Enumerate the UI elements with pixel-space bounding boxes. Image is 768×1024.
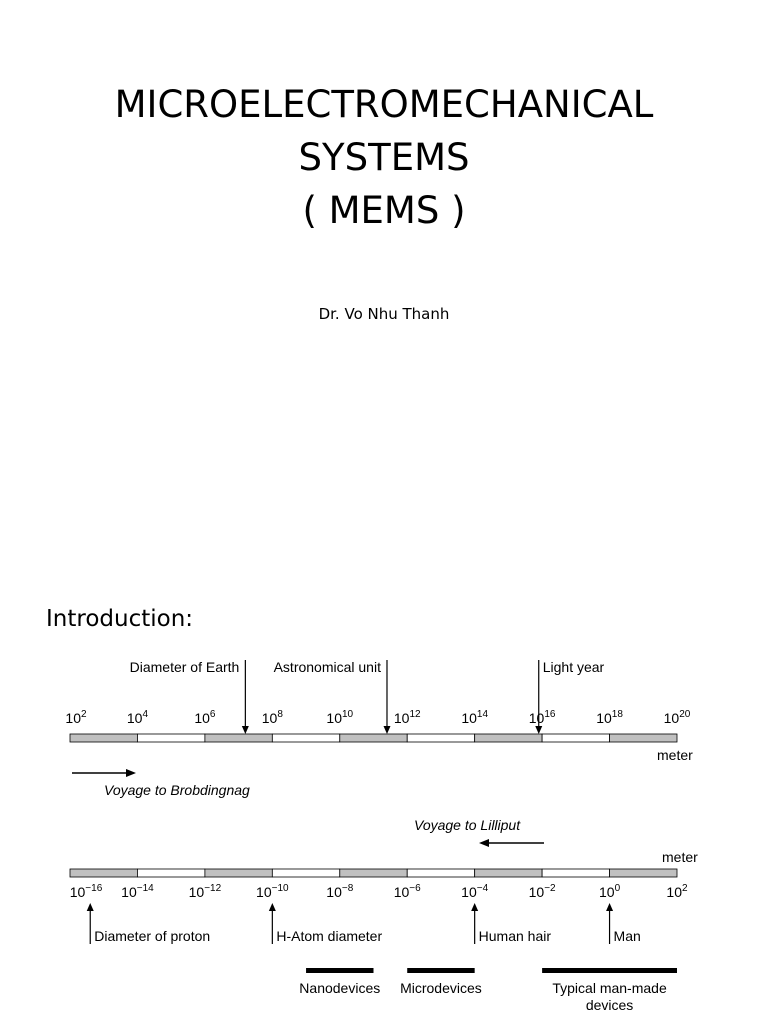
lower-tick-label	[394, 883, 421, 900]
lower-tick-label	[256, 883, 289, 900]
upper-tick-label-exponent: 12	[409, 709, 421, 720]
upper-tick-label-base: 10	[528, 710, 545, 726]
lower-tick-label-exponent: −14	[136, 883, 154, 894]
device-range-bar	[542, 968, 677, 973]
lower-tick-label-exponent: 2	[682, 883, 688, 894]
lower-tick-label-exponent: −10	[271, 883, 289, 894]
upper-tick-label	[127, 709, 149, 726]
lower-unit-label: meter	[662, 849, 698, 865]
lower-tick-label-exponent: −8	[341, 883, 354, 894]
lower-scale-segment	[272, 869, 339, 877]
device-range-label-line: devices	[585, 997, 634, 1013]
lower-scale-segment	[70, 869, 137, 877]
lower-tick-label-exponent: 0	[614, 883, 621, 894]
upper-tick-label-base: 10	[126, 710, 143, 726]
upper-tick-label	[529, 709, 556, 726]
upper-marker-label: Light year	[542, 659, 605, 675]
lower-tick-label-exponent: −6	[409, 883, 421, 894]
upper-tick-label	[461, 709, 488, 726]
lower-marker-label: Diameter of proton	[94, 928, 211, 944]
lower-tick-label	[666, 883, 688, 900]
lower-tick-label	[189, 883, 222, 900]
upper-tick-label-exponent: 6	[209, 709, 216, 720]
lower-tick-label	[599, 883, 621, 900]
lower-marker-arrow-head	[269, 903, 276, 911]
lower-tick-label-base: 10	[69, 884, 86, 900]
upper-tick-label-base: 10	[194, 710, 210, 726]
upper-tick-label	[65, 709, 87, 726]
lower-tick-label-base: 10	[528, 884, 545, 900]
upper-tick-label-exponent: 18	[611, 709, 623, 720]
upper-tick-label-exponent: 10	[342, 709, 354, 720]
lower-marker-label: Human hair	[478, 928, 552, 944]
upper-tick-label	[596, 709, 623, 726]
lower-tick-label-base: 10	[326, 884, 342, 900]
upper-tick-label-base: 10	[65, 710, 82, 726]
device-range-label	[552, 980, 667, 1013]
lower-scale-segment	[407, 869, 474, 877]
upper-marker-arrow-head	[242, 726, 249, 734]
upper-tick-label-base: 10	[261, 710, 278, 726]
upper-tick-label-base: 10	[393, 710, 410, 726]
upper-scale-segment	[475, 734, 542, 742]
lower-tick-label-exponent: −4	[476, 883, 489, 894]
upper-marker-label: Astronomical unit	[273, 659, 381, 675]
upper-tick-label	[194, 709, 216, 726]
lower-marker-arrow-head	[87, 903, 94, 911]
lower-tick-label	[529, 883, 556, 900]
upper-tick-label-base: 10	[326, 710, 343, 726]
lower-tick-label-exponent: −2	[544, 883, 556, 894]
author-name: Dr. Vo Nhu Thanh	[318, 305, 450, 323]
lower-tick-label-base: 10	[598, 884, 615, 900]
upper-scale-segment	[407, 734, 474, 742]
upper-tick-label	[326, 709, 353, 726]
upper-tick-label-exponent: 2	[81, 709, 87, 720]
lower-tick-label-exponent: −16	[85, 883, 103, 894]
lower-marker-arrow-head	[471, 903, 478, 911]
lower-scale-segment	[340, 869, 407, 877]
title-line-1: MICROELECTROMECHANICAL	[114, 83, 654, 126]
upper-scale-segment	[272, 734, 339, 742]
lower-tick-label	[461, 883, 488, 900]
upper-tick-label-base: 10	[461, 710, 477, 726]
device-range-bar	[306, 968, 373, 973]
device-range-label: Nanodevices	[299, 980, 381, 996]
upper-tick-label-base: 10	[663, 710, 680, 726]
lower-tick-label-base: 10	[461, 884, 477, 900]
lower-tick-label-exponent: −12	[204, 883, 222, 894]
lower-scale-segment	[475, 869, 542, 877]
lilliput-label: Voyage to Lilliput	[414, 817, 521, 833]
lower-tick-label-base: 10	[121, 884, 137, 900]
lower-tick-label	[326, 883, 353, 900]
upper-scale-segment	[70, 734, 137, 742]
upper-unit-label: meter	[657, 747, 693, 763]
upper-scale-segment	[542, 734, 609, 742]
upper-marker-arrow-head	[535, 726, 542, 734]
section-heading: Introduction:	[46, 606, 194, 632]
title-line-3: ( MEMS )	[302, 189, 466, 232]
lower-tick-label-base: 10	[393, 884, 410, 900]
upper-tick-label-exponent: 20	[679, 709, 691, 720]
lilliput-arrow-head	[479, 839, 489, 847]
lower-marker-label: Man	[613, 928, 641, 944]
title-line-2: SYSTEMS	[298, 136, 470, 179]
upper-tick-label-exponent: 16	[544, 709, 556, 720]
brobdingnag-arrow-head	[126, 769, 136, 777]
upper-scale-segment	[340, 734, 407, 742]
upper-scale-segment	[137, 734, 204, 742]
lower-tick-label-base: 10	[666, 884, 683, 900]
device-range-label-line: Typical man-made	[552, 980, 667, 996]
upper-scale-segment	[205, 734, 272, 742]
upper-marker-label: Diameter of Earth	[129, 659, 240, 675]
lower-tick-label	[121, 883, 154, 900]
upper-tick-label-exponent: 14	[476, 709, 489, 720]
lower-scale-segment	[205, 869, 272, 877]
upper-tick-label-base: 10	[596, 710, 612, 726]
lower-scale-segment	[542, 869, 609, 877]
lower-marker-label: H-Atom diameter	[276, 928, 383, 944]
upper-tick-label	[664, 709, 691, 726]
upper-tick-label-exponent: 4	[142, 709, 149, 720]
upper-tick-label	[394, 709, 421, 726]
device-range-label: Microdevices	[400, 980, 482, 996]
lower-scale-segment	[137, 869, 204, 877]
lower-tick-label	[70, 883, 103, 900]
upper-tick-label	[262, 709, 284, 726]
upper-tick-label-exponent: 8	[277, 709, 283, 720]
lower-tick-label-base: 10	[188, 884, 205, 900]
brobdingnag-label: Voyage to Brobdingnag	[104, 782, 250, 798]
device-range-bar	[407, 968, 474, 973]
lower-marker-arrow-head	[606, 903, 613, 911]
lower-scale-segment	[610, 869, 677, 877]
upper-marker-arrow-head	[383, 726, 390, 734]
upper-scale-segment	[610, 734, 677, 742]
lower-tick-label-base: 10	[256, 884, 272, 900]
